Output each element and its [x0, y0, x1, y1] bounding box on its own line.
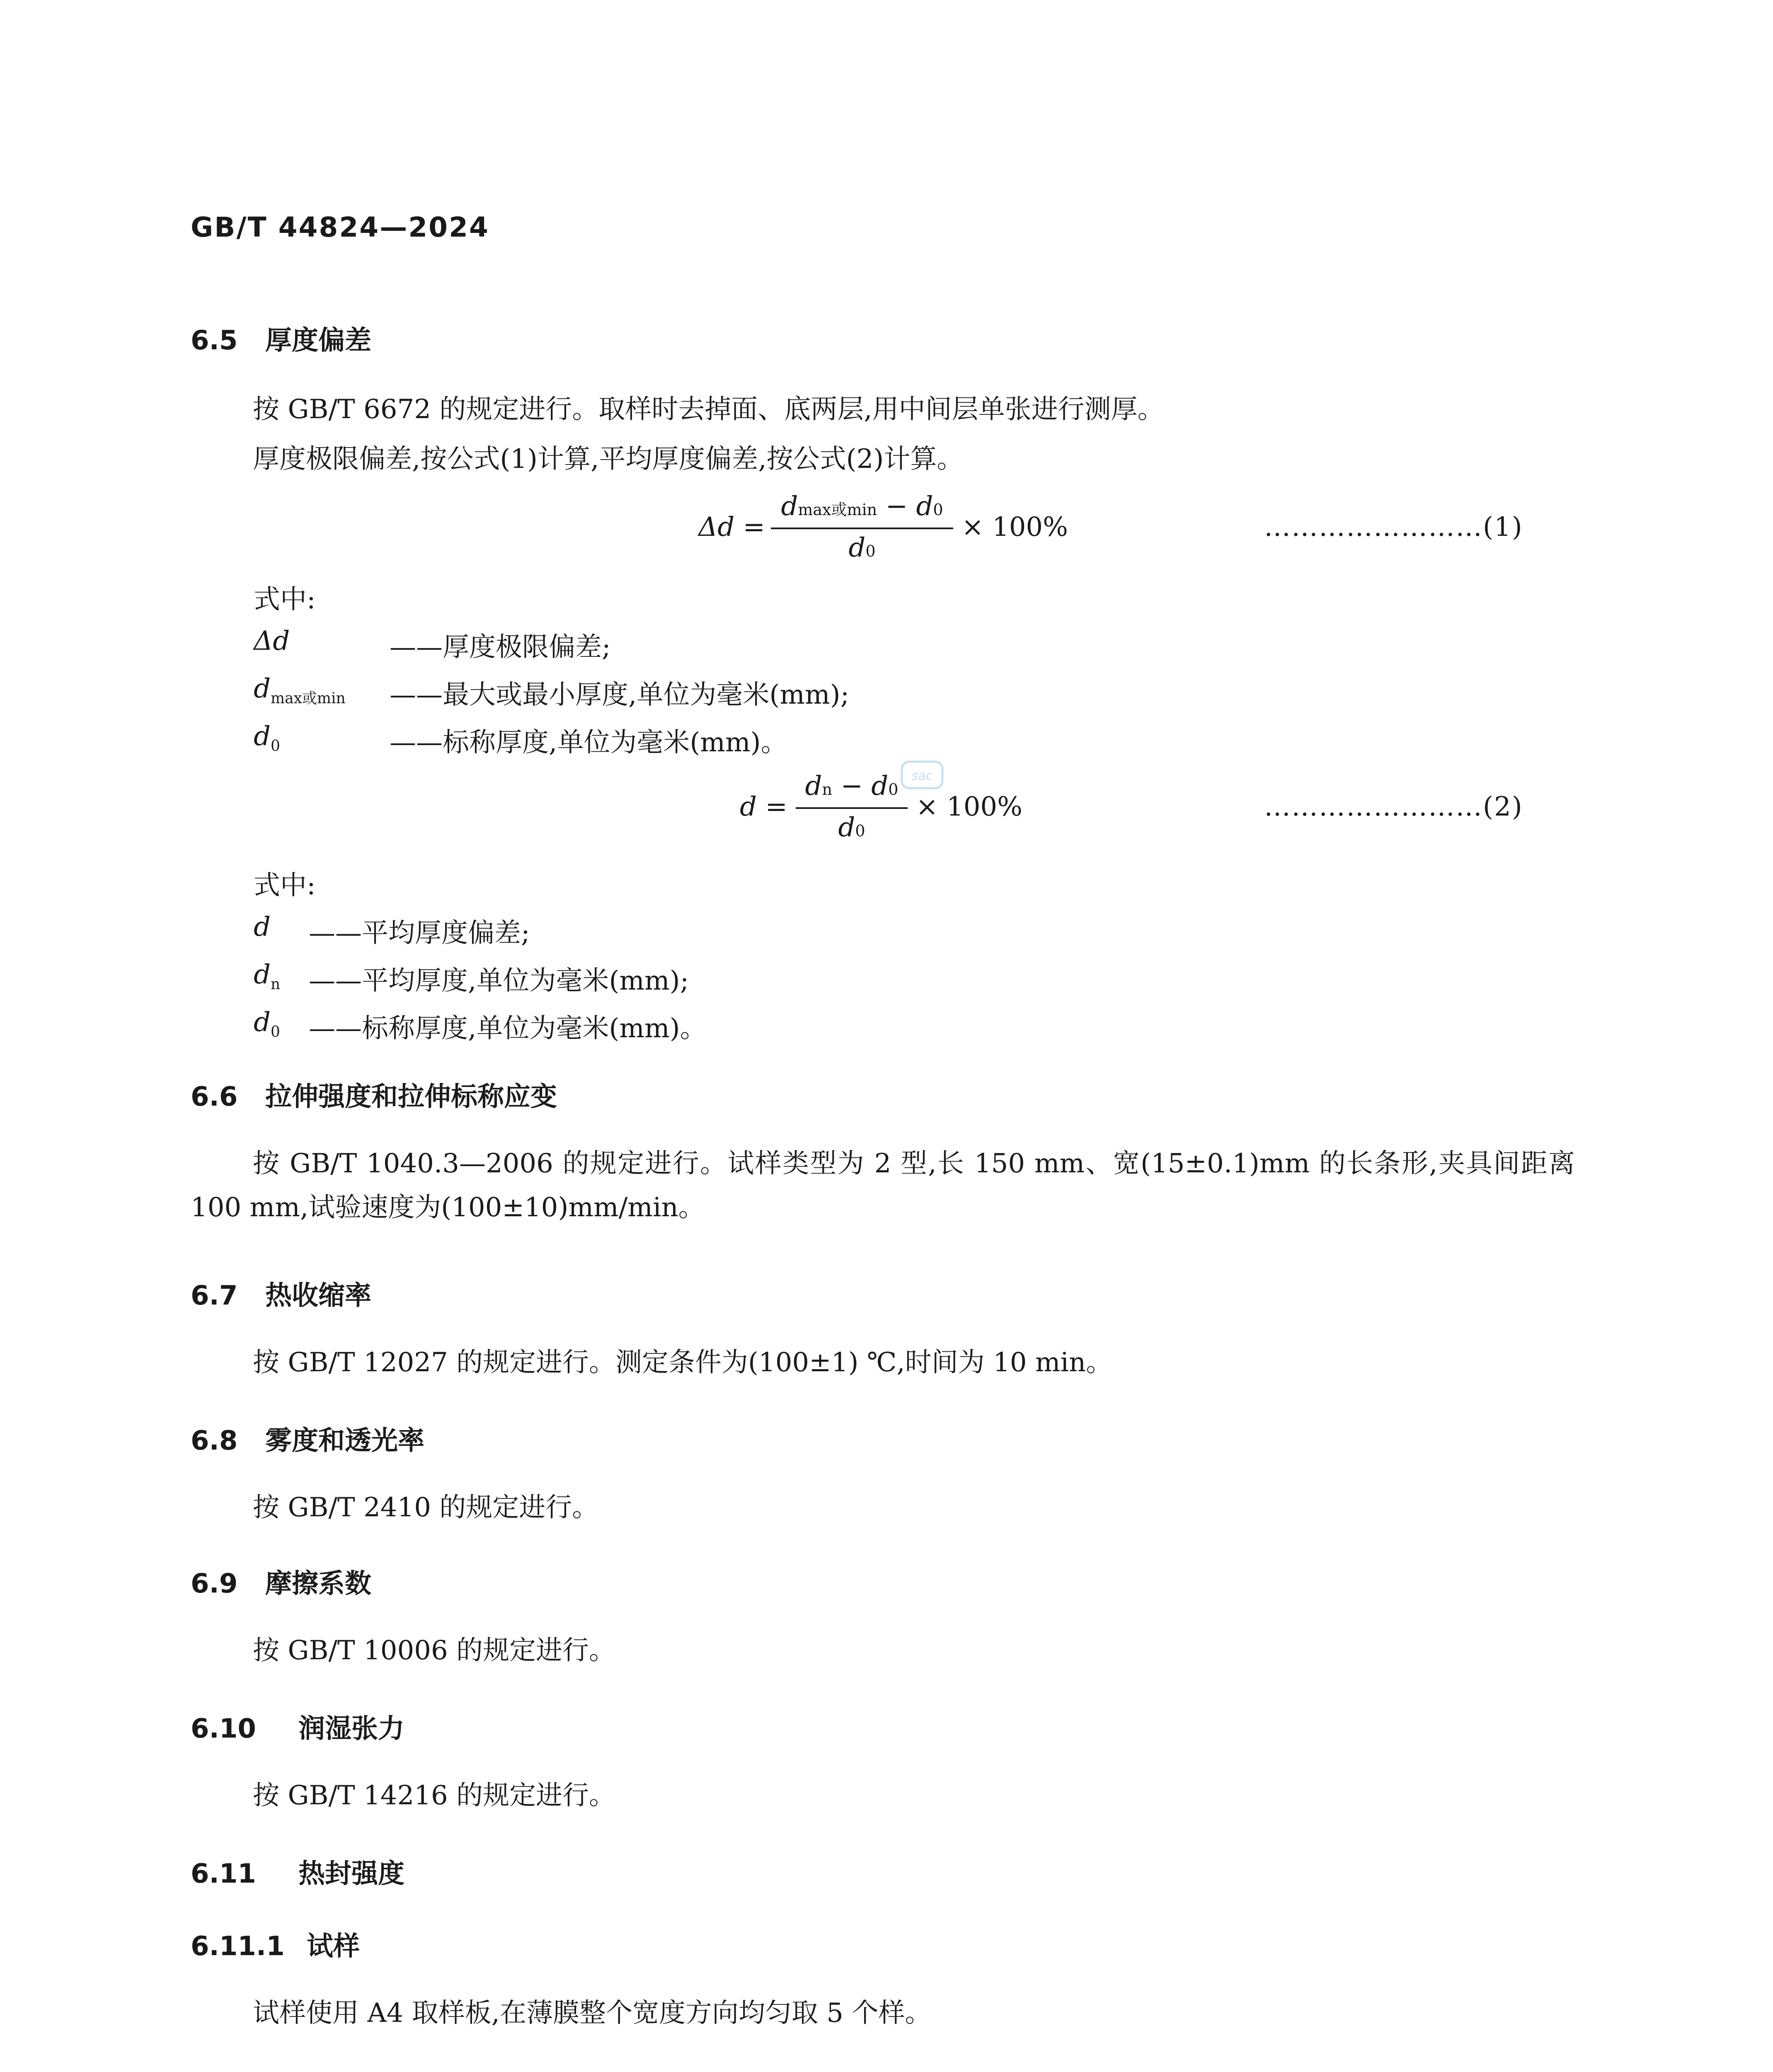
section-title: 雾度和透光率: [265, 1426, 424, 1456]
section-number: 6.6: [191, 1082, 238, 1112]
section-title: 热收缩率: [265, 1280, 371, 1311]
standard-code: GB/T 44824—2024: [191, 211, 489, 243]
formula-lhs: d =: [740, 792, 787, 822]
numerator: dmax或min − d0: [781, 491, 943, 522]
fraction: [771, 491, 953, 570]
where-label: 式中:: [254, 584, 316, 615]
section-title: 拉伸强度和拉伸标称应变: [265, 1082, 557, 1112]
section-number: 6.7: [191, 1280, 238, 1311]
section-title: 摩擦系数: [265, 1569, 371, 1599]
denominator: d0: [838, 812, 865, 843]
formula-lhs: Δd =: [698, 512, 765, 542]
fraction-bar: [796, 807, 908, 809]
formula-tail: × 100%: [962, 512, 1068, 542]
section-title: 润湿张力: [298, 1714, 404, 1744]
paragraph: 按 GB/T 10006 的规定进行。: [253, 1635, 616, 1666]
formula-tail: × 100%: [916, 792, 1022, 822]
section-6-9-heading: [191, 1562, 371, 1600]
section-title: 试样: [307, 1931, 360, 1962]
paragraph: 厚度极限偏差,按公式(1)计算,平均厚度偏差,按公式(2)计算。: [253, 444, 964, 474]
denominator: d0: [848, 533, 876, 563]
section-6-7-heading: [191, 1274, 371, 1312]
watermark-logo: [899, 758, 945, 792]
section-number: 6.8: [191, 1426, 238, 1456]
equation-number: ……………………(2): [1264, 792, 1523, 822]
paragraph: 按 GB/T 1040.3—2006 的规定进行。试样类型为 2 型,长 150 mm、宽(15±0.1)mm 的长条形,夹具间距离 100 mm,试验速度为(100±10)mm/min。: [191, 1148, 1575, 1223]
section-6-11-1-heading: [191, 1925, 360, 1963]
svg-text:sac: sac: [911, 769, 933, 783]
section-number: 6.10: [191, 1714, 256, 1744]
document-page: GB/T 44824—2024 6.5 厚度偏差 按 GB/T 6672 的规定进行。取样时去掉面、底两层,用中间层单张进行测厚。 厚度极限偏差,按公式(1)计算,平均厚度偏差,按公式(2)计算。 Δd = dmax或min − d0 d0 × 100% ……………………(1) 式中: Δd ——厚度极限偏差; $d_{max或min}$ ——最大或最小厚度,单位为毫米(mm); $d_0$ ——标称厚度,单位为毫米(mm)。 d = dn − d0 d0 × 100% ……………………(2) sac 式中: d ——平均厚度偏差; $d_n$ ——平均厚度,单位为毫米(mm); $d_0$ ——标称厚度,单位为毫米(mm)。 6.6 拉伸强度和拉伸标称应变 按 GB/T 1040.3—2006 的规定进行。试样类型为 2 型,长 150 mm、宽(15±0.1)mm 的长条形,夹具间距离 100 mm,试验速度为(100±10)mm/min。 6.7 热收缩率 按 GB/T 12027 的规定进行。测定条件为(100±1) ℃,时间为 10 min。 6.8 雾度和透光率 按 GB/T 2410 的规定进行。 6.9 摩擦系数 按 GB/T 10006 的规定进行。 6.10 润湿张力 按 GB/T 14216 的规定进行。 6.11 热封强度 6.11.1 试样 试样使用 A4 取样板,在薄膜整个宽度方向均匀取 5 个样。: [0, 0, 1773, 2072]
section-6-5-heading: [191, 319, 371, 357]
section-number: 6.5: [191, 325, 238, 356]
paragraph: 按 GB/T 2410 的规定进行。: [253, 1492, 599, 1523]
section-title: 厚度偏差: [265, 325, 371, 356]
section-title: 热封强度: [298, 1859, 404, 1889]
paragraph: 按 GB/T 6672 的规定进行。取样时去掉面、底两层,用中间层单张进行测厚。: [253, 394, 1164, 425]
fraction-bar: [771, 528, 953, 529]
section-number: 6.11: [191, 1859, 256, 1889]
section-6-8-heading: [191, 1419, 424, 1457]
fraction: [796, 771, 908, 850]
section-6-6-heading: [191, 1075, 557, 1113]
section-6-10-heading: [191, 1707, 404, 1745]
paragraph: 试样使用 A4 取样板,在薄膜整个宽度方向均匀取 5 个样。: [253, 1998, 932, 2028]
section-number: 6.9: [191, 1569, 238, 1599]
section-6-11-heading: [191, 1852, 404, 1890]
section-6-11-2-heading: [191, 2070, 413, 2072]
section-number: 6.11.1: [191, 1931, 285, 1962]
paragraph: 按 GB/T 12027 的规定进行。测定条件为(100±1) ℃,时间为 10 min。: [253, 1347, 1113, 1378]
equation-number: ……………………(1): [1264, 512, 1523, 542]
numerator: dn − d0: [805, 771, 899, 801]
paragraph: 按 GB/T 14216 的规定进行。: [253, 1780, 616, 1811]
where-label: 式中:: [254, 870, 316, 901]
